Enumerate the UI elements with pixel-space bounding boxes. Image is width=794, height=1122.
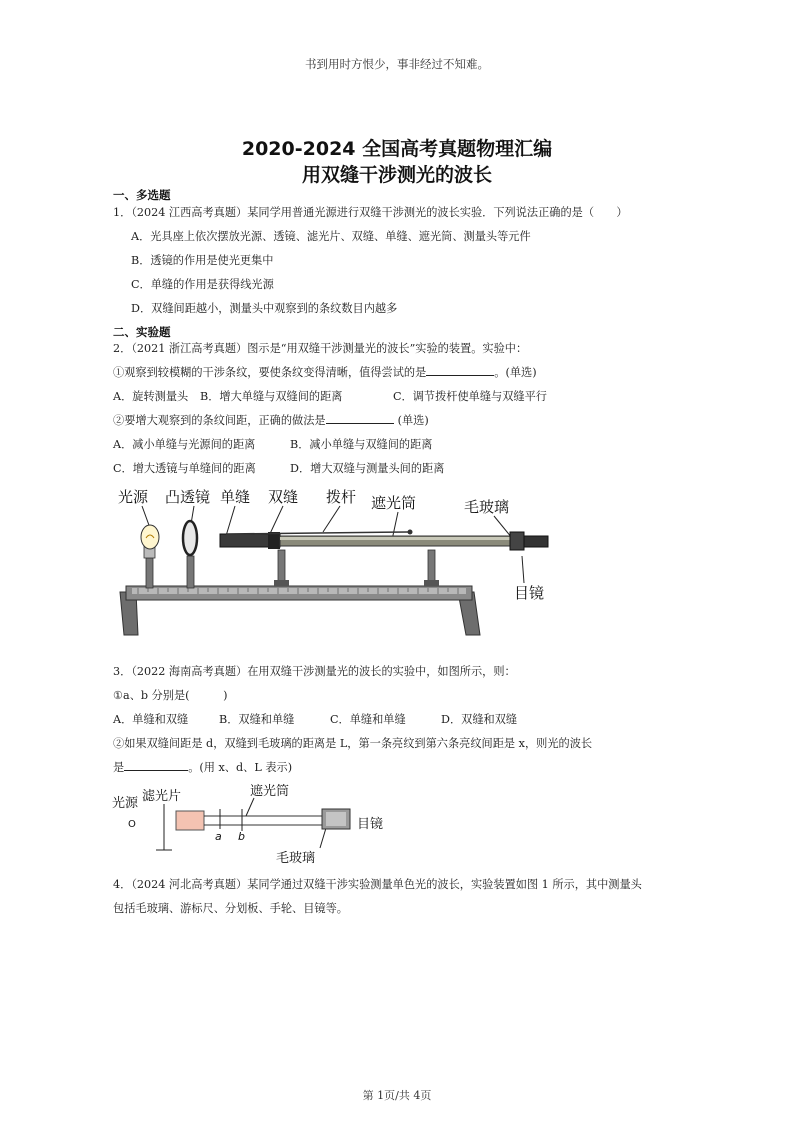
question-2-part-2 <box>113 412 429 428</box>
question-2-part-1 <box>113 364 537 380</box>
bench-scale <box>132 588 466 594</box>
question-2-part-2-option-d: D．增大双缝与测量头间的距离 <box>290 462 445 475</box>
question-2-part-1-suffix: 。(单选) <box>494 366 537 379</box>
label-light-shield: 遮光筒 <box>250 784 290 799</box>
page-footer: 第 1页/共 4页 <box>362 1089 432 1102</box>
question-3-option-b: B．双缝和单缝 <box>219 713 295 726</box>
light-bulb-icon <box>141 525 159 549</box>
bulb-stand <box>146 558 153 588</box>
question-1-option-c: C．单缝的作用是获得线光源 <box>131 278 274 291</box>
label-double-slit: 双缝 <box>268 488 299 506</box>
label-a: a <box>215 830 222 843</box>
document-subtitle: 用双缝干涉测光的波长 <box>301 164 492 186</box>
frosted-glass-ring <box>510 532 524 550</box>
answer-blank[interactable] <box>426 365 494 376</box>
label-eyepiece: 目镜 <box>514 584 545 602</box>
lever-rod <box>226 532 408 534</box>
question-2-part-1-text: ①观察到较模糊的干涉条纹，要使条纹变得清晰，值得尝试的是 <box>113 366 427 379</box>
convex-lens-icon <box>183 521 197 555</box>
question-2-part-1-option-c: C．调节拨杆使单缝与双缝平行 <box>393 390 547 403</box>
eyepiece-icon <box>524 536 548 547</box>
answer-blank[interactable] <box>124 760 188 771</box>
question-2-part-2-text: ②要增大观察到的条纹间距，正确的做法是 <box>113 414 326 427</box>
question-3-part-1: ①a、b 分别是( ) <box>113 689 228 702</box>
label-eyepiece: 目镜 <box>357 817 384 832</box>
label-lever: 拨杆 <box>326 488 357 506</box>
question-3-part-2-continued <box>113 759 292 775</box>
label-b: b <box>238 830 245 843</box>
question-3-stem: 3．（2022 海南高考真题）在用双缝干涉测量光的波长的实验中，如图所示，则： <box>113 665 516 678</box>
question-3-part-2-prefix: 是 <box>113 761 125 774</box>
question-2-part-1-option-b: B．增大单缝与双缝间的距离 <box>200 390 343 403</box>
question-2-part-2-option-a: A．减小单缝与光源间的距离 <box>113 438 256 451</box>
question-3-part-2: ②如果双缝间距是 d，双缝到毛玻璃的距离是 L，第一条亮纹到第六条亮纹间距是 x，则光的波长 <box>113 737 593 750</box>
double-slit-ring <box>268 532 280 549</box>
question-1-option-d: D．双缝间距越小，测量头中观察到的条纹数目内越多 <box>131 302 398 315</box>
label-frosted-glass: 毛玻璃 <box>464 498 510 516</box>
label-light-source: 光源 <box>112 796 139 811</box>
label-filter: 滤光片 <box>142 789 182 804</box>
section-heading-multiple-choice: 一、多选题 <box>113 188 171 202</box>
question-2-part-2-suffix: (单选) <box>397 414 429 427</box>
question-2-part-2-option-b: B．减小单缝与双缝间的距离 <box>290 438 433 451</box>
question-2-part-1-option-a: A．旋转测量头 <box>113 390 189 403</box>
label-frosted-glass: 毛玻璃 <box>276 851 316 866</box>
section-heading-experiment: 二、实验题 <box>113 325 171 339</box>
lens-stand <box>187 556 194 588</box>
question-3-option-c: C．单缝和单缝 <box>330 713 406 726</box>
leader-light-shield <box>246 798 254 816</box>
label-convex-lens: 凸透镜 <box>165 488 211 506</box>
label-light-source: 光源 <box>118 488 149 506</box>
label-light-shield: 遮光筒 <box>371 494 417 512</box>
answer-blank[interactable] <box>326 413 394 424</box>
label-single-slit: 单缝 <box>220 488 251 506</box>
question-1-stem: 1．（2024 江西高考真题）某同学用普通光源进行双缝干涉测光的波长实验．下列说法正确的是（ ） <box>113 206 628 219</box>
question-3-option-d: D．双缝和双缝 <box>441 713 518 726</box>
question-3-option-a: A．单缝和双缝 <box>113 713 189 726</box>
question-4-stem-line-2: 包括毛玻璃、游标尺、分划板、手轮、目镜等。 <box>113 902 348 915</box>
question-2-part-2-option-c: C．增大透镜与单缝间的距离 <box>113 462 256 475</box>
question-2-stem: 2．（2021 浙江高考真题）图示是“用双缝干涉测量光的波长”实验的装置。实验中： <box>113 342 528 355</box>
question-4-stem-line-1: 4．（2024 河北高考真题）某同学通过双缝干涉实验测量单色光的波长，实验装置如图 1 所示，其中测量头 <box>113 878 642 891</box>
filter-block <box>176 811 204 830</box>
document-title: 2020-2024 全国高考真题物理汇编 <box>241 138 553 160</box>
question-1-option-b: B．透镜的作用是使光更集中 <box>131 254 274 267</box>
question-1-option-a: A．光具座上依次摆放光源、透镜、滤光片、双缝、单缝、遮光筒、测量头等元件 <box>131 230 531 243</box>
q2-apparatus-figure <box>108 480 568 640</box>
leader-frosted-glass <box>320 828 326 848</box>
light-source-marker: O <box>128 819 136 830</box>
q3-apparatus-figure <box>108 778 408 868</box>
page-motto: 书到用时方恨少，事非经过不知难。 <box>305 57 489 71</box>
question-3-part-2-suffix: 。(用 x、d、L 表示) <box>188 761 293 774</box>
